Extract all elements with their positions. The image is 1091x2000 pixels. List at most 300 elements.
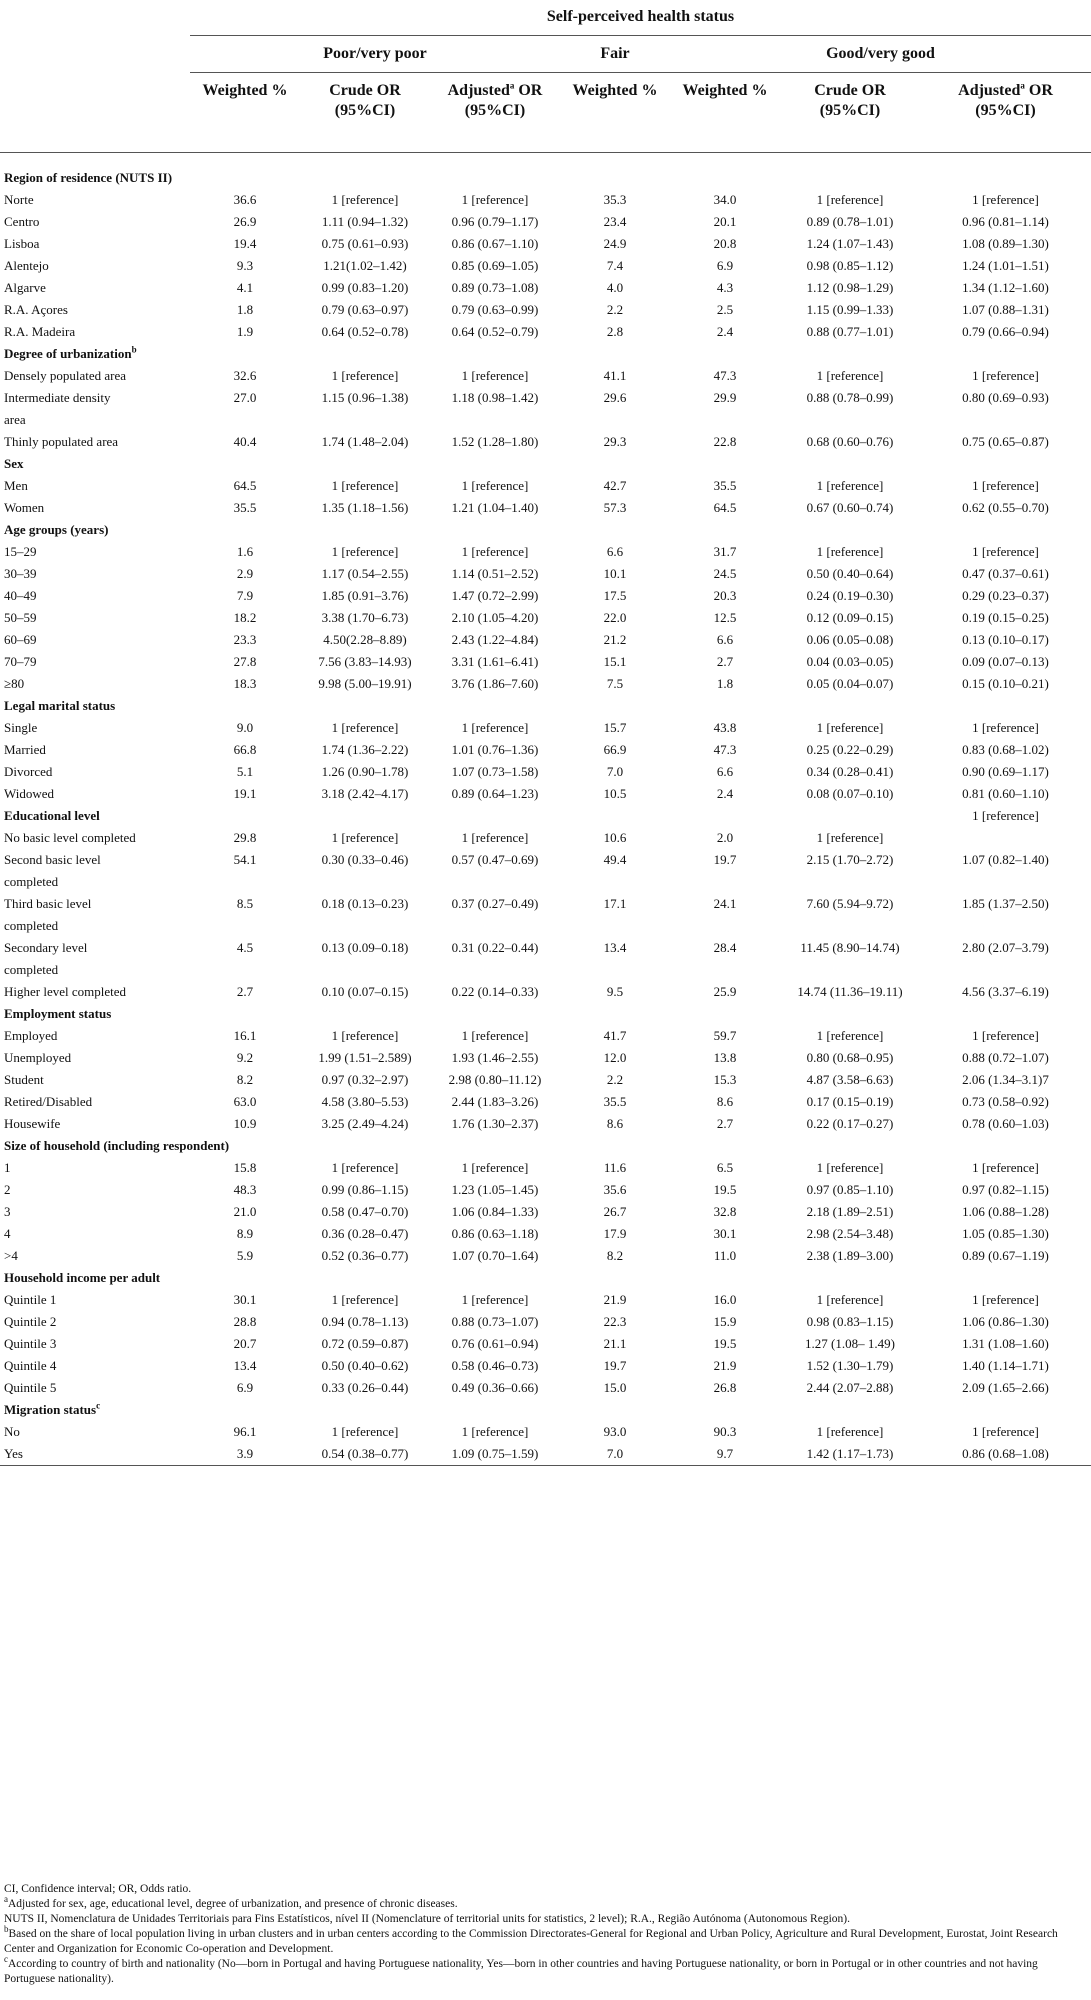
table-cell: 0.58 (0.46–0.73)	[451, 1358, 539, 1373]
row-label: No	[4, 1424, 20, 1439]
table-cell: 7.60 (5.94–9.72)	[806, 896, 894, 911]
table-cell: 0.64 (0.52–0.79)	[451, 324, 539, 339]
table-cell: 1 [reference]	[972, 720, 1039, 735]
table-cell: 27.0	[233, 390, 257, 405]
table-cell: 2.4	[716, 786, 734, 801]
section-header-row	[0, 519, 1091, 541]
table-cell: 35.5	[603, 1094, 627, 1109]
table-cell: 8.6	[716, 1094, 734, 1109]
table-cell: 14.74 (11.36–19.11)	[797, 984, 903, 999]
table-cell: 7.56 (3.83–14.93)	[318, 654, 412, 669]
table-cell: 1 [reference]	[331, 1160, 399, 1175]
column-header-ci: (95%CI)	[464, 102, 526, 119]
table-cell: 5.9	[236, 1248, 254, 1263]
table-row	[0, 827, 1091, 849]
row-label: Centro	[4, 214, 40, 229]
section-header-row	[0, 167, 1091, 189]
table-cell: 1 [reference]	[972, 1292, 1039, 1307]
table-cell: 0.47 (0.37–0.61)	[962, 566, 1049, 581]
table-row	[0, 1355, 1091, 1377]
table-row	[0, 1245, 1091, 1267]
table-cell: 18.2	[233, 610, 257, 625]
table-cell: 9.0	[236, 720, 254, 735]
table-cell: 1 [reference]	[461, 1028, 529, 1043]
group-header-good: Good/very good	[670, 36, 1091, 73]
table-row	[0, 1311, 1091, 1333]
footnote	[4, 1882, 1087, 1897]
table-cell: 0.31 (0.22–0.44)	[451, 940, 539, 955]
table-cell: 21.1	[603, 1336, 627, 1351]
table-cell: 20.7	[233, 1336, 257, 1351]
table-cell: 10.1	[603, 566, 627, 581]
footnote-marker: b	[4, 1924, 9, 1935]
table-cell: 3.38 (1.70–6.73)	[321, 610, 409, 625]
table-cell: 27.8	[233, 654, 257, 669]
row-label: >4	[4, 1248, 18, 1263]
column-header-ci: (95%CI)	[819, 102, 881, 119]
row-label: Student	[4, 1072, 44, 1087]
table-cell: 6.9	[716, 258, 734, 273]
table-cell: 31.7	[713, 544, 737, 559]
table-cell: 21.0	[233, 1204, 257, 1219]
table-cell: 15.0	[603, 1380, 627, 1395]
row-label: Quintile 1	[4, 1292, 57, 1307]
table-cell: 2.15 (1.70–2.72)	[806, 852, 894, 867]
table-cell: 0.96 (0.81–1.14)	[962, 214, 1049, 229]
table-cell: 0.99 (0.83–1.20)	[321, 280, 409, 295]
table-row	[0, 1333, 1091, 1355]
table-cell: 10.6	[603, 830, 627, 845]
section-title	[0, 1135, 1091, 1157]
table-row	[0, 1201, 1091, 1223]
table-cell: 6.5	[716, 1160, 734, 1175]
table-cell: 1.85 (1.37–2.50)	[962, 896, 1049, 911]
table-cell: 8.6	[606, 1116, 624, 1131]
table-cell: 3.31 (1.61–6.41)	[451, 654, 539, 669]
column-header-label-tail: OR	[514, 82, 543, 99]
table-row	[0, 739, 1091, 761]
table-cell: 1.99 (1.51–2.589)	[318, 1050, 412, 1065]
table-cell: 1.40 (1.14–1.71)	[962, 1358, 1049, 1373]
table-cell: 2.06 (1.34–3.1)7	[962, 1072, 1049, 1087]
row-label: Algarve	[4, 280, 46, 295]
table-cell: 2.7	[236, 984, 254, 999]
table-cell: 0.98 (0.83–1.15)	[806, 1314, 894, 1329]
table-row	[0, 717, 1091, 739]
table-cell: 64.5	[713, 500, 737, 515]
table-cell: 4.5	[236, 940, 254, 955]
table-cell: 0.76 (0.61–0.94)	[451, 1336, 539, 1351]
table-cell: 26.8	[713, 1380, 737, 1395]
row-label: Women	[4, 500, 45, 515]
table-cell: 19.1	[233, 786, 257, 801]
table-cell: 2.9	[236, 566, 254, 581]
row-label: No basic level completed	[4, 830, 136, 845]
table-cell: 2.8	[606, 324, 624, 339]
table-cell: 54.1	[233, 852, 257, 867]
table-cell: 1 [reference]	[816, 1028, 884, 1043]
table-cell: 1.24 (1.01–1.51)	[962, 258, 1049, 273]
section-header-row	[0, 343, 1091, 365]
table-cell: 0.79 (0.66–0.94)	[962, 324, 1049, 339]
table-cell: 0.75 (0.65–0.87)	[962, 434, 1049, 449]
table-row	[0, 981, 1091, 1003]
table-cell: 0.10 (0.07–0.15)	[321, 984, 409, 999]
table-cell: 17.9	[603, 1226, 627, 1241]
table-cell: 6.9	[236, 1380, 254, 1395]
table-cell: 9.98 (5.00–19.91)	[318, 676, 412, 691]
table-cell: 1.27 (1.08– 1.49)	[805, 1336, 895, 1351]
table-row	[0, 1223, 1091, 1245]
table-cell: 1.24 (1.07–1.43)	[806, 236, 894, 251]
table-cell: 1.23 (1.05–1.45)	[451, 1182, 539, 1197]
table-cell: 1.12 (0.98–1.29)	[806, 280, 894, 295]
table-cell: 1.18 (0.98–1.42)	[451, 390, 539, 405]
row-label: 30–39	[4, 566, 37, 581]
section-title-text: Migration status	[4, 1402, 97, 1417]
table-cell: 11.0	[713, 1248, 737, 1263]
table-cell: 0.85 (0.69–1.05)	[451, 258, 539, 273]
table-cell: 1 [reference]	[331, 830, 399, 845]
row-label: Alentejo	[4, 258, 49, 273]
table-cell: 1.26 (0.90–1.78)	[321, 764, 409, 779]
table-cell: 1 [reference]	[972, 1424, 1039, 1439]
table-row	[0, 673, 1091, 695]
table-cell: 1.07 (0.73–1.58)	[451, 764, 539, 779]
table-cell: 2.98 (2.54–3.48)	[806, 1226, 894, 1241]
table-cell: 2.09 (1.65–2.66)	[962, 1380, 1049, 1395]
table-cell: 19.7	[603, 1358, 627, 1373]
footnote-marker: a	[4, 1894, 8, 1905]
column-header-label: Adjusted	[958, 82, 1021, 99]
table-cell: 28.8	[233, 1314, 257, 1329]
section-title	[0, 167, 1091, 189]
table-cell: 26.9	[233, 214, 257, 229]
column-header	[300, 73, 430, 153]
row-label-line: completed	[4, 962, 59, 977]
table-cell: 0.89 (0.73–1.08)	[451, 280, 539, 295]
table-row	[0, 321, 1091, 343]
column-header-row	[0, 73, 1091, 153]
row-label: Housewife	[4, 1116, 61, 1131]
group-header-fair: Fair	[560, 36, 670, 73]
table-cell: 35.3	[603, 192, 627, 207]
table-cell: 1.8	[236, 302, 254, 317]
row-label: Widowed	[4, 786, 55, 801]
table-cell: 6.6	[716, 764, 734, 779]
table-cell: 7.0	[606, 764, 624, 779]
table-cell: 4.1	[236, 280, 254, 295]
main-header: Self-perceived health status	[190, 0, 1091, 36]
table-row	[0, 1179, 1091, 1201]
row-label	[0, 849, 190, 893]
table-cell: 2.5	[716, 302, 734, 317]
table-cell: 9.2	[236, 1050, 254, 1065]
table-cell: 0.86 (0.68–1.08)	[920, 1443, 1091, 1466]
table-cell: 1.01 (0.76–1.36)	[451, 742, 539, 757]
table-cell: 32.6	[233, 368, 257, 383]
section-title-text: Sex	[4, 456, 24, 471]
table-cell: 1.35 (1.18–1.56)	[321, 500, 409, 515]
table-cell: 1.15 (0.96–1.38)	[321, 390, 409, 405]
table-cell: 2.38 (1.89–3.00)	[806, 1248, 894, 1263]
table-cell: 9.7	[670, 1443, 780, 1466]
table-cell: 66.8	[233, 742, 257, 757]
table-cell: 0.96 (0.79–1.17)	[451, 214, 539, 229]
row-label: Men	[4, 478, 28, 493]
table-cell: 0.80 (0.69–0.93)	[962, 390, 1049, 405]
table-cell: 29.8	[233, 830, 257, 845]
table-cell: 10.9	[233, 1116, 257, 1131]
table-cell: 0.88 (0.78–0.99)	[806, 390, 894, 405]
section-title-text: Employment status	[4, 1006, 112, 1021]
table-cell: 1 [reference]	[461, 478, 529, 493]
table-cell: 0.99 (0.86–1.15)	[321, 1182, 409, 1197]
table-cell: 0.30 (0.33–0.46)	[321, 852, 409, 867]
table-cell: 0.89 (0.67–1.19)	[962, 1248, 1049, 1263]
table-cell: 1 [reference]	[461, 544, 529, 559]
table-row	[0, 629, 1091, 651]
table-cell: 1 [reference]	[816, 544, 884, 559]
table-cell: 0.49 (0.36–0.66)	[451, 1380, 539, 1395]
footnote-marker: a	[509, 80, 515, 91]
table-cell: 4.50(2.28–8.89)	[323, 632, 407, 647]
table-row	[0, 1047, 1091, 1069]
table-row	[0, 211, 1091, 233]
table-header	[0, 0, 1091, 153]
table-cell: 41.7	[603, 1028, 627, 1043]
footnote	[4, 1924, 1087, 1957]
table-cell: 19.5	[713, 1182, 737, 1197]
table-cell: 1 [reference]	[461, 720, 529, 735]
table-cell: 2.43 (1.22–4.84)	[451, 632, 539, 647]
table-cell: 57.3	[603, 500, 627, 515]
table-cell: 1 [reference]	[972, 368, 1039, 383]
table-row	[0, 1113, 1091, 1135]
table-cell: 23.4	[603, 214, 627, 229]
table-cell: 93.0	[603, 1424, 627, 1439]
row-label: 40–49	[4, 588, 37, 603]
table-cell: 1.07 (0.70–1.64)	[451, 1248, 539, 1263]
table-cell: 9.5	[606, 984, 624, 999]
group-header-poor: Poor/very poor	[190, 36, 560, 73]
table-cell: 1 [reference]	[972, 1028, 1039, 1043]
table-cell: 1.52 (1.30–1.79)	[806, 1358, 894, 1373]
table-cell: 7.5	[606, 676, 624, 691]
table-cell: 1.05 (0.85–1.30)	[962, 1226, 1049, 1241]
table-cell: 0.86 (0.67–1.10)	[451, 236, 539, 251]
table-cell: 63.0	[233, 1094, 257, 1109]
table-cell: 66.9	[603, 742, 627, 757]
row-label	[0, 387, 190, 431]
column-header-ci: (95%CI)	[975, 102, 1036, 119]
table-cell: 0.29 (0.23–0.37)	[962, 588, 1049, 603]
table-cell: 49.4	[603, 852, 627, 867]
row-label	[0, 893, 190, 937]
section-header-row	[0, 453, 1091, 475]
footnote	[4, 1912, 1087, 1927]
table-cell: 1.11 (0.94–1.32)	[321, 214, 409, 229]
row-label: Employed	[4, 1028, 58, 1043]
section-title	[0, 453, 1091, 475]
table-row	[0, 761, 1091, 783]
table-cell: 1 [reference]	[972, 544, 1039, 559]
column-header-ci: (95%CI)	[334, 102, 396, 119]
section-title	[0, 1267, 1091, 1289]
table-cell: 4.58 (3.80–5.53)	[321, 1094, 409, 1109]
table-cell: 0.75 (0.61–0.93)	[321, 236, 409, 251]
column-header-label: Weighted %	[682, 82, 768, 99]
table-cell: 1 [reference]	[461, 1292, 529, 1307]
row-label: 60–69	[4, 632, 37, 647]
table-cell: 1.15 (0.99–1.33)	[806, 302, 894, 317]
table-cell: 1.31 (1.08–1.60)	[962, 1336, 1049, 1351]
table-cell: 0.89 (0.64–1.23)	[451, 786, 539, 801]
table-cell: 15.1	[603, 654, 627, 669]
table-cell: 1 [reference]	[816, 192, 884, 207]
table-row	[0, 893, 1091, 937]
table-cell: 0.13 (0.10–0.17)	[962, 632, 1049, 647]
table-cell: 2.2	[606, 302, 624, 317]
table-cell: 15.8	[233, 1160, 257, 1175]
row-label-line: Secondary level	[4, 940, 88, 955]
table-cell: 1 [reference]	[331, 720, 399, 735]
section-header-row	[0, 1003, 1091, 1025]
table-row	[0, 1443, 1091, 1466]
table-cell: 0.12 (0.09–0.15)	[806, 610, 894, 625]
table-cell: 1.14 (0.51–2.52)	[451, 566, 539, 581]
section-title-text: Size of household (including respondent)	[4, 1138, 230, 1153]
table-cell: 1.06 (0.86–1.30)	[962, 1314, 1049, 1329]
table-row	[0, 497, 1091, 519]
table-cell: 1.08 (0.89–1.30)	[962, 236, 1049, 251]
table-cell: 1 [reference]	[331, 1424, 399, 1439]
table-row	[0, 299, 1091, 321]
table-cell: 6.6	[716, 632, 734, 647]
table-cell: 35.6	[603, 1182, 627, 1197]
table-cell: 0.37 (0.27–0.49)	[451, 896, 539, 911]
table-cell: 0.72 (0.59–0.87)	[321, 1336, 409, 1351]
table-row	[0, 255, 1091, 277]
column-header-label: Crude OR	[329, 82, 401, 99]
table-cell: 1 [reference]	[331, 544, 399, 559]
table-cell: 1 [reference]	[816, 1160, 884, 1175]
table-cell: 0.90 (0.69–1.17)	[962, 764, 1049, 779]
table-cell: 47.3	[713, 742, 737, 757]
table-cell: 1 [reference]	[461, 830, 529, 845]
table-cell: 1.74 (1.48–2.04)	[321, 434, 409, 449]
table-cell: 0.50 (0.40–0.62)	[321, 1358, 409, 1373]
table-cell: 0.81 (0.60–1.10)	[962, 786, 1049, 801]
column-header	[920, 73, 1091, 153]
table-cell: 0.88 (0.77–1.01)	[806, 324, 894, 339]
table-cell: 15.7	[603, 720, 627, 735]
table-cell: 28.4	[713, 940, 737, 955]
table-cell: 18.3	[233, 676, 257, 691]
table-cell: 0.24 (0.19–0.30)	[806, 588, 894, 603]
table-cell: 1 [reference]	[816, 1424, 884, 1439]
table-cell: 36.6	[233, 192, 257, 207]
table-cell: 32.8	[713, 1204, 737, 1219]
table-cell: 1 [reference]	[331, 368, 399, 383]
table-cell: 0.57 (0.47–0.69)	[451, 852, 539, 867]
table-cell: 1.06 (0.84–1.33)	[451, 1204, 539, 1219]
table-cell: 3.76 (1.86–7.60)	[451, 676, 539, 691]
table-cell: 0.13 (0.09–0.18)	[321, 940, 409, 955]
table-cell: 0.36 (0.28–0.47)	[321, 1226, 409, 1241]
row-label: Unemployed	[4, 1050, 72, 1065]
table-cell: 10.5	[603, 786, 627, 801]
table-cell: 0.68 (0.60–0.76)	[806, 434, 894, 449]
table-cell: 59.7	[713, 1028, 737, 1043]
table-cell: 1 [reference]	[816, 368, 884, 383]
row-label: 15–29	[4, 544, 37, 559]
table-cell: 1.6	[236, 544, 254, 559]
table-cell: 21.9	[713, 1358, 737, 1373]
table-cell: 2.80 (2.07–3.79)	[962, 940, 1049, 955]
table-cell: 1 [reference]	[331, 1028, 399, 1043]
table-cell: 1 [reference]	[972, 478, 1039, 493]
table-row	[0, 585, 1091, 607]
table-cell: 16.0	[713, 1292, 737, 1307]
column-header	[190, 73, 300, 153]
table-cell: 2.7	[716, 1116, 734, 1131]
table-cell: 0.97 (0.82–1.15)	[962, 1182, 1049, 1197]
table-cell: 0.83 (0.68–1.02)	[962, 742, 1049, 757]
table-cell: 1 [reference]	[461, 1424, 529, 1439]
table-cell: 2.18 (1.89–2.51)	[806, 1204, 894, 1219]
table-cell: 7.4	[606, 258, 624, 273]
table-cell: 40.4	[233, 434, 257, 449]
section-title	[0, 695, 1091, 717]
row-label: ≥80	[4, 676, 25, 691]
table-cell: 12.5	[713, 610, 737, 625]
table-cell: 19.7	[713, 852, 737, 867]
table-cell: 4.87 (3.58–6.63)	[806, 1072, 894, 1087]
row-label: Quintile 3	[4, 1336, 57, 1351]
table-cell: 29.6	[603, 390, 627, 405]
column-header	[670, 73, 780, 153]
table-cell: 0.52 (0.36–0.77)	[321, 1248, 409, 1263]
table-cell: 13.4	[603, 940, 627, 955]
table-cell: 24.5	[713, 566, 737, 581]
table-cell: 4.3	[716, 280, 734, 295]
table-row	[0, 1025, 1091, 1047]
table-cell: 1.8	[716, 676, 734, 691]
section-title	[0, 343, 1091, 365]
section-title	[0, 1399, 1091, 1421]
row-label: Yes	[0, 1443, 190, 1466]
table-row	[0, 541, 1091, 563]
table-cell: 19.5	[713, 1336, 737, 1351]
table-cell: 0.17 (0.15–0.19)	[806, 1094, 894, 1109]
table-cell: 43.8	[713, 720, 737, 735]
table-cell: 8.2	[606, 1248, 624, 1263]
row-label: Quintile 5	[4, 1380, 57, 1395]
table-cell: 96.1	[233, 1424, 257, 1439]
table-cell: 0.54 (0.38–0.77)	[300, 1443, 430, 1466]
table-cell: 24.9	[603, 236, 627, 251]
table-cell: 0.09 (0.07–0.13)	[962, 654, 1049, 669]
table-cell: 34.0	[713, 192, 737, 207]
table-row	[0, 607, 1091, 629]
footnote-text: According to country of birth and nationality (No—born in Portugal and having Portuguese nationality, Yes—born in other countries and having Portuguese nationality, or born in Portugal or in other countries and not having Portuguese nationality).	[4, 1958, 1038, 1985]
row-label: 1	[4, 1160, 11, 1175]
footnote-text: CI, Confidence interval; OR, Odds ratio.	[4, 1883, 192, 1895]
footnote-text: Based on the share of local population living in urban clusters and in urban centers according to the Commission Directorates-General for Regional and Urban Policy, Agriculture and Rural Development, Eurostat, Joint Research Center and Organization for Economic Co-operation and Development.	[4, 1928, 1058, 1955]
table-cell: 1.34 (1.12–1.60)	[962, 280, 1049, 295]
table-cell: 0.88 (0.73–1.07)	[451, 1314, 539, 1329]
